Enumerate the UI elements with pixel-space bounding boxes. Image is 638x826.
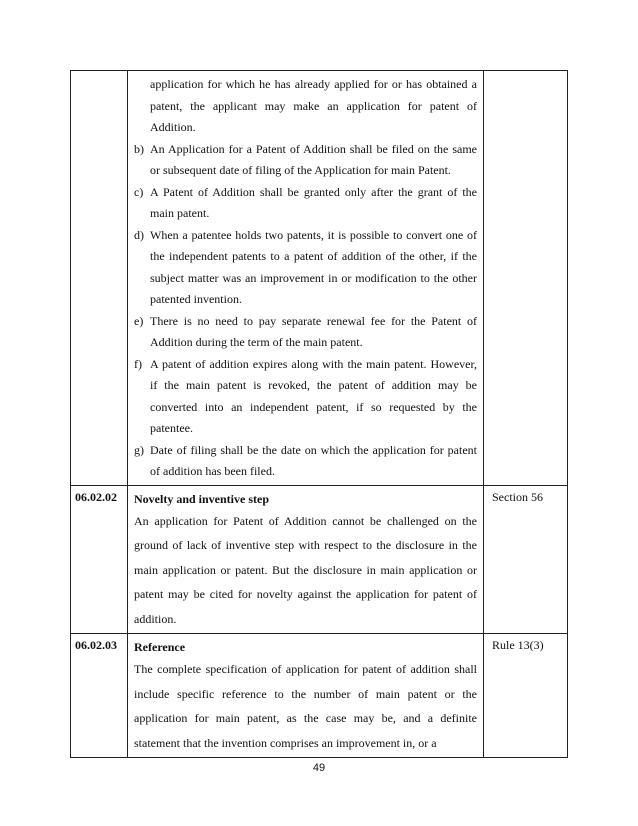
section-heading: Reference	[134, 640, 186, 654]
page-number: 49	[312, 762, 326, 774]
legal-reference: Section 56	[484, 485, 568, 634]
item-marker: c)	[134, 184, 144, 199]
item-text: An Application for a Patent of Addition shall be filed on the same or subsequent date of filing of the Application for main Patent.	[150, 141, 477, 177]
section-text: An application for Patent of Addition cannot be challenged on the ground of lack of inventive step with respect to the disclosure in the main application or patent. But the disclosure in main application or patent may be cited for novelty against the application for patent of addition.	[134, 513, 477, 626]
item-text: When a patentee holds two patents, it is possible to convert one of the independent patents to a patent of addition of the other, if the subject matter was an improvement in or modification to the other patented invention.	[150, 227, 477, 306]
section-content	[128, 485, 484, 634]
item-text: A patent of addition expires along with the main patent. However, if the main patent is revoked, the patent of addition may be converted into an independent patent, if so requested by the patentee.	[150, 356, 477, 435]
item-marker	[134, 74, 150, 139]
item-marker: e)	[134, 313, 144, 328]
list-item	[134, 225, 477, 311]
list-item	[134, 311, 477, 354]
section-number: 06.02.03	[71, 634, 128, 758]
item-text: There is no need to pay separate renewal fee for the Patent of Addition during the term of the main patent.	[150, 313, 477, 349]
section-content	[128, 634, 484, 758]
list-item	[134, 139, 477, 182]
section-number: 06.02.02	[71, 485, 128, 634]
table-row	[71, 485, 568, 634]
section-text: The complete specification of application for patent of addition shall include specific reference to the number of main patent or the application for main patent, as the case may be, and a definite statement that the invention comprises an improvement in, or a	[134, 662, 477, 750]
item-marker: d)	[134, 227, 144, 242]
list-item	[134, 440, 477, 483]
item-marker: g)	[134, 442, 144, 457]
item-text: application for which he has already applied for or has obtained a patent, the applicant may make an application for patent of Addition.	[150, 77, 477, 134]
list-item	[134, 182, 477, 225]
reference-cell	[484, 71, 568, 486]
list-item	[134, 354, 477, 440]
item-text: A Patent of Addition shall be granted only after the grant of the main patent.	[150, 184, 477, 220]
section-number-cell	[71, 71, 128, 486]
item-text: Date of filing shall be the date on which the application for patent of addition has been filed.	[150, 442, 477, 478]
item-marker: f)	[134, 356, 142, 371]
table-row	[71, 634, 568, 758]
manual-table	[70, 70, 568, 758]
continuation-cell	[128, 71, 484, 486]
list-item	[134, 74, 477, 139]
legal-reference: Rule 13(3)	[484, 634, 568, 758]
section-heading: Novelty and inventive step	[134, 491, 269, 506]
item-marker: b)	[134, 141, 144, 156]
table-row	[71, 71, 568, 486]
